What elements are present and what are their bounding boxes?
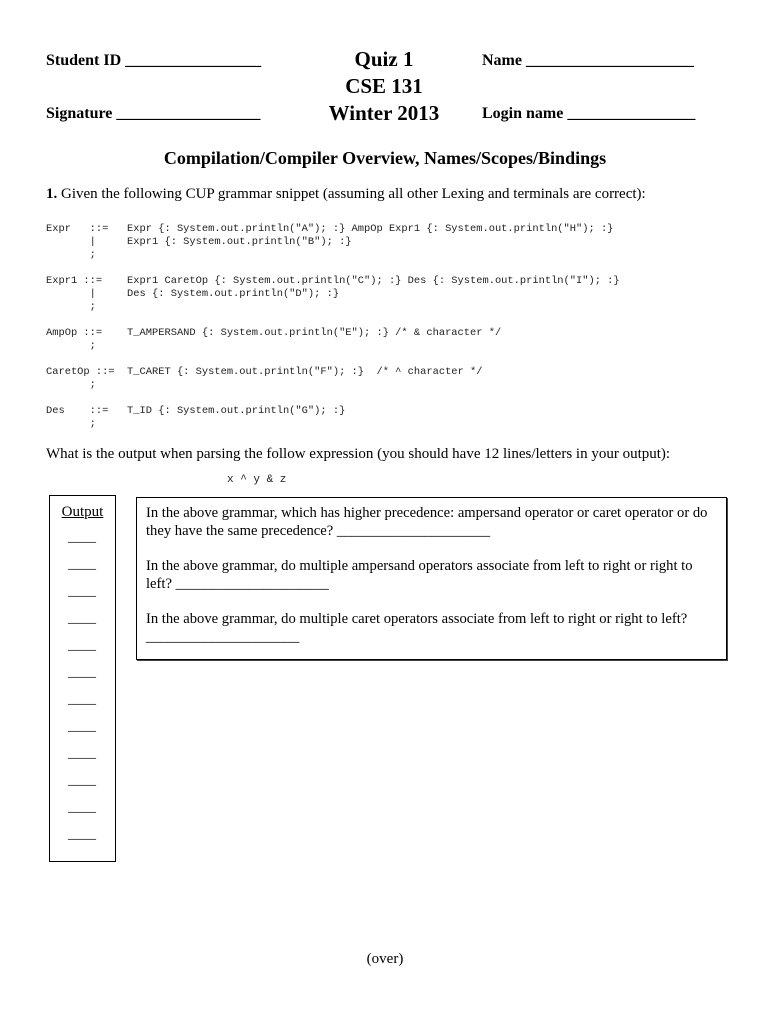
code-line: Des ::= T_ID {: System.out.println("G"); :} xyxy=(46,405,346,417)
name-field[interactable]: Name _____________________ xyxy=(482,52,694,69)
code-line: Expr1 ::= Expr1 CaretOp {: System.out.println("C"); :} Des {: System.out.println("I"); :} xyxy=(46,275,620,287)
question-1-prompt xyxy=(46,186,646,203)
expression: x ^ y & z xyxy=(227,474,287,486)
output-blank[interactable]: ____ xyxy=(68,719,96,734)
output-box xyxy=(49,495,116,862)
course-title: CSE 131 xyxy=(345,74,423,98)
output-blank[interactable]: ____ xyxy=(68,746,96,761)
code-line: ; xyxy=(46,249,96,261)
subquestion-box xyxy=(136,497,727,660)
output-prompt: What is the output when parsing the follow expression (you should have 12 lines/letters in your output): xyxy=(46,446,671,462)
page-footer: (over) xyxy=(366,951,404,967)
code-line: | Des {: System.out.println("D"); :} xyxy=(46,288,340,300)
code-line: ; xyxy=(46,301,96,313)
subquestion-precedence[interactable]: In the above grammar, which has higher precedence: ampersand operator or caret operator or do they have the same precedence? _____________________ xyxy=(146,505,708,539)
code-line: | Expr1 {: System.out.println("B"); :} xyxy=(46,236,352,248)
output-blank[interactable]: ____ xyxy=(68,692,96,707)
output-blank[interactable]: ____ xyxy=(68,584,96,599)
output-blank[interactable]: ____ xyxy=(68,611,96,626)
subquestion-ampersand-associativity[interactable]: In the above grammar, do multiple ampersand operators associate from left to right or right to left? _____________________ xyxy=(146,558,693,592)
output-blank[interactable]: ____ xyxy=(68,773,96,788)
output-blank[interactable]: ____ xyxy=(68,665,96,680)
output-blank[interactable]: ____ xyxy=(68,557,96,572)
subquestion-caret-associativity[interactable]: In the above grammar, do multiple caret operators associate from left to right or right to left? _____________________ xyxy=(146,611,688,645)
signature-field[interactable]: Signature __________________ xyxy=(46,105,261,122)
output-blank[interactable]: ____ xyxy=(68,530,96,545)
output-blank[interactable]: ____ xyxy=(68,800,96,815)
student-id-field[interactable]: Student ID _________________ xyxy=(46,52,262,69)
code-line: Expr ::= Expr {: System.out.println("A"); :} AmpOp Expr1 {: System.out.println("H"); :} xyxy=(46,223,614,235)
code-line: AmpOp ::= T_AMPERSAND {: System.out.println("E"); :} /* & character */ xyxy=(46,327,502,339)
quiz-title: Quiz 1 xyxy=(354,47,414,71)
question-number: 1. xyxy=(46,186,58,202)
code-line: ; xyxy=(46,379,96,391)
output-blank[interactable]: ____ xyxy=(68,638,96,653)
term-title: Winter 2013 xyxy=(328,101,440,125)
section-title: Compilation/Compiler Overview, Names/Scopes/Bindings xyxy=(163,148,607,168)
output-blank[interactable]: ____ xyxy=(68,827,96,842)
question-1-text: Given the following CUP grammar snippet (assuming all other Lexing and terminals are correct): xyxy=(61,186,646,202)
code-line: ; xyxy=(46,340,96,352)
code-line: CaretOp ::= T_CARET {: System.out.println("F"); :} /* ^ character */ xyxy=(46,366,483,378)
code-line: ; xyxy=(46,418,96,430)
output-label: Output xyxy=(61,504,104,520)
login-name-field[interactable]: Login name ________________ xyxy=(482,105,696,122)
